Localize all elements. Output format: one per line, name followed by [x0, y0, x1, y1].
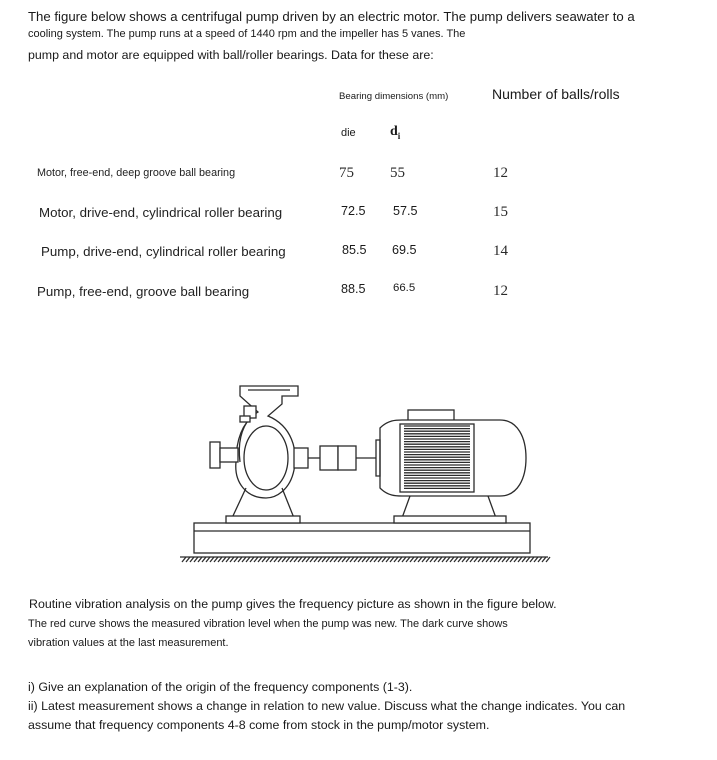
question-2-line-1: ii) Latest measurement shows a change in relation to new value. Discuss what the change indicates. You can	[28, 699, 626, 713]
row-1-de: 75	[339, 165, 354, 181]
row-2-label: Motor, drive-end, cylindrical roller bearing	[39, 205, 283, 220]
row-4-label: Pump, free-end, groove ball bearing	[37, 284, 250, 299]
row-4-count: 12	[493, 283, 508, 299]
question-1: i) Give an explanation of the origin of the frequency components (1-3).	[28, 680, 413, 694]
pump-casing	[210, 386, 300, 523]
question-2-line-2: assume that frequency components 4-8 come from stock in the pump/motor system.	[28, 718, 490, 732]
pump-motor-illustration	[170, 380, 555, 570]
intro-line-2: cooling system. The pump runs at a speed of 1440 rpm and the impeller has 5 vanes. The	[28, 28, 466, 40]
row-1-label: Motor, free-end, deep groove ball bearing	[37, 167, 236, 179]
row-4-di: 66.5	[393, 282, 416, 294]
row-3-di: 69.5	[392, 243, 417, 257]
subheader-die: die	[341, 127, 356, 139]
baseplate	[194, 523, 530, 553]
row-2-count: 15	[493, 204, 508, 220]
intro-line-1: The figure below shows a centrifugal pump driven by an electric motor. The pump delivers seawater to a	[28, 9, 635, 24]
header-number-of-balls: Number of balls/rolls	[492, 86, 620, 102]
ground-hatching	[180, 557, 550, 562]
row-1-di: 55	[390, 165, 405, 181]
analysis-line-3: vibration values at the last measurement.	[28, 637, 229, 649]
row-3-count: 14	[493, 243, 508, 259]
analysis-line-1: Routine vibration analysis on the pump gives the frequency picture as shown in the figure below.	[29, 597, 557, 611]
row-3-label: Pump, drive-end, cylindrical roller bearing	[41, 244, 286, 259]
analysis-line-2: The red curve shows the measured vibration level when the pump was new. The dark curve shows	[28, 618, 508, 630]
row-2-di: 57.5	[393, 204, 418, 218]
coupling	[294, 446, 376, 470]
header-bearing-dimensions: Bearing dimensions (mm)	[339, 91, 449, 102]
row-2-de: 72.5	[341, 204, 366, 218]
subheader-di: $d_i$	[390, 124, 401, 141]
intro-line-3: pump and motor are equipped with ball/roller bearings. Data for these are:	[28, 48, 434, 62]
row-4-de: 88.5	[341, 282, 366, 296]
row-3-de: 85.5	[342, 243, 367, 257]
electric-motor	[376, 410, 526, 523]
row-1-count: 12	[493, 165, 508, 181]
